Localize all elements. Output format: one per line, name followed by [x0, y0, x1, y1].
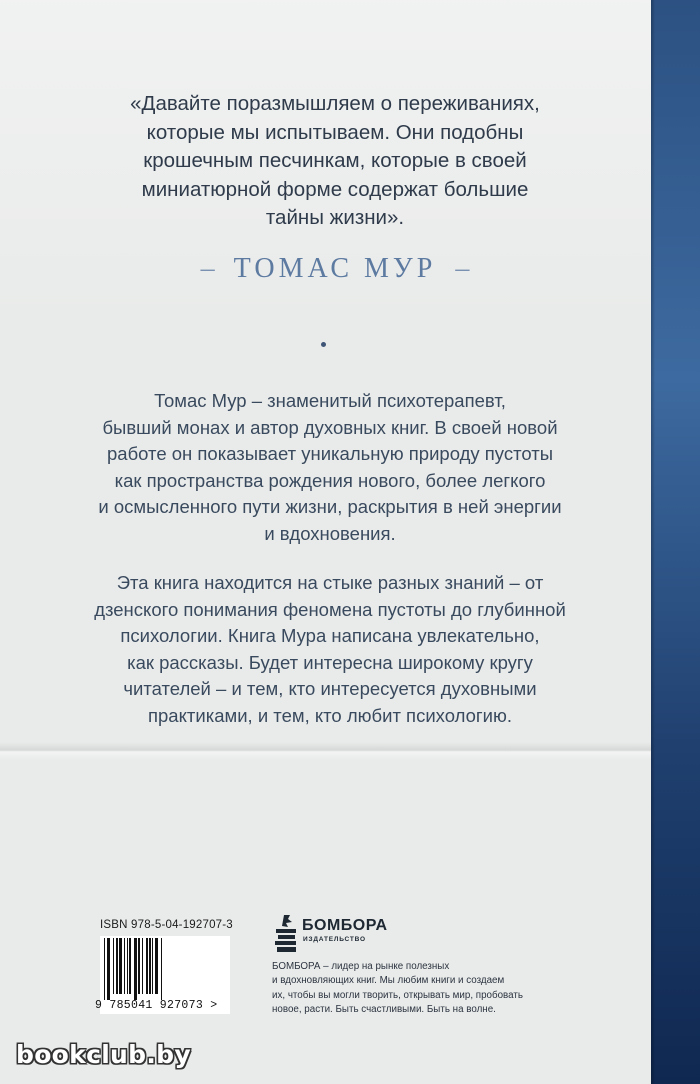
separator-dot: [321, 342, 326, 347]
paper-fold: [0, 742, 651, 760]
barcode-bars: [100, 936, 230, 1000]
barcode-bar: [134, 938, 137, 1000]
paragraph-line: и вдохновения.: [264, 522, 396, 544]
barcode-bar: [152, 938, 153, 994]
description-paragraph-1: [80, 388, 580, 547]
isbn-label: ISBN 978-5-04-192707-3: [100, 919, 233, 931]
paragraph-line: дзенского понимания феномена пустоты до глубинной: [94, 598, 566, 620]
blurb-line: БОМБОРА – лидер на рынке полезных: [272, 961, 450, 972]
barcode-bar: [113, 938, 114, 994]
barcode-bar: [155, 938, 158, 994]
blurb-line: новое, расти. Быть счастливыми. Быть на волне.: [272, 1003, 496, 1015]
paragraph-line: работе он показывает уникальную природу пустоты: [107, 443, 553, 464]
quote-line: тайны жизни».: [265, 206, 405, 229]
barcode-bar: [129, 938, 131, 994]
barcode-bar: [138, 938, 140, 994]
paragraph-line: читателей – и тем, кто интересуется духовными: [123, 678, 537, 699]
author-name: ТОМАС МУР: [233, 253, 437, 284]
paragraph-line: практиками, и тем, кто любит психологию.: [148, 704, 512, 726]
barcode-bar: [127, 938, 128, 994]
paragraph-line: как рассказы. Будет интересна широкому кругу: [127, 651, 533, 673]
quote-line: «Давайте поразмышляем о переживаниях,: [130, 92, 540, 115]
quote-line: крошечным песчинкам, которые в своей: [143, 149, 527, 172]
barcode-bar: [119, 938, 122, 994]
stacked-books-figure-icon: [272, 913, 300, 955]
barcode-bar: [116, 938, 118, 994]
quote-line: миниатюрной форме содержат большие: [141, 177, 529, 201]
epigraph-quote: [70, 90, 600, 233]
author-dash-left: –: [200, 253, 215, 284]
blurb-line: их, чтобы вы могли творить, открывать мир, пробовать: [272, 989, 523, 1001]
barcode-bar: [146, 938, 148, 994]
paragraph-line: Томас Мур – знаменитый психотерапевт,: [154, 390, 506, 411]
publisher-blurb: [272, 960, 552, 1017]
quote-author: [90, 253, 580, 285]
quote-line: которые мы испытываем. Они подобны: [146, 120, 524, 144]
watermark: bookclub.by: [16, 1040, 191, 1069]
author-dash-right: –: [455, 253, 470, 284]
barcode-bar: [142, 938, 143, 994]
publisher-name: БОМБОРА: [302, 917, 388, 934]
cover-spine-edge: [651, 0, 700, 1084]
paragraph-line: психологии. Книга Мура написана увлекательно,: [120, 625, 540, 646]
paragraph-line: и осмысленного пути жизни, раскрытия в ней энергии: [98, 496, 562, 517]
paragraph-line: бывший монах и автор духовных книг. В своей новой: [102, 416, 558, 438]
barcode-digits: 9 785041 927073 >: [95, 999, 218, 1012]
publisher-subtitle: ИЗДАТЕЛЬСТВО: [303, 936, 366, 943]
description-paragraph-2: [80, 570, 580, 729]
paragraph-line: Эта книга находится на стыке разных знаний – от: [116, 572, 544, 593]
blurb-line: и вдохновляющих книг. Мы любим книги и создаем: [272, 975, 505, 987]
barcode-bar: [107, 938, 110, 1000]
barcode-bar: [161, 938, 162, 1000]
paragraph-line: как пространства рождения нового, более легкого: [114, 469, 546, 491]
barcode-bar: [124, 938, 125, 994]
barcode-bar: [104, 938, 105, 1000]
barcode-bar: [149, 938, 151, 994]
